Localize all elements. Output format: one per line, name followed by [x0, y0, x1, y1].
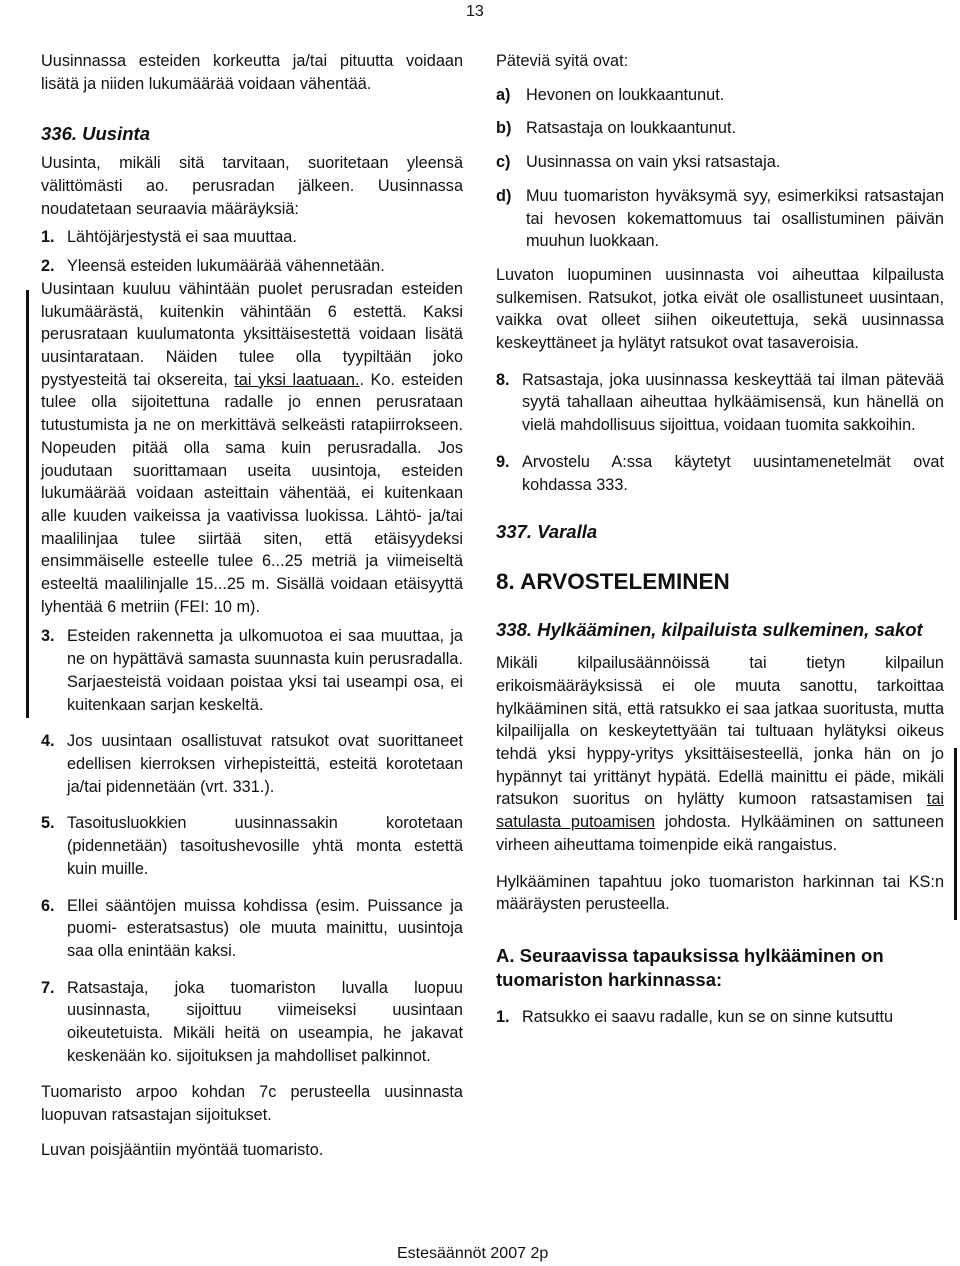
section-336-heading: 336. Uusinta	[41, 123, 150, 145]
subsection-a-item-1	[496, 1006, 944, 1029]
permission-paragraph: Luvan poisjääntiin myöntää tuomaristo.	[41, 1140, 324, 1159]
reason-label: c)	[496, 153, 511, 172]
reason-label: d)	[496, 186, 512, 205]
chapter-8-heading: 8. ARVOSTELEMINEN	[496, 569, 730, 595]
unjustified-withdrawal-paragraph: Luvaton luopuminen uusinnasta voi aiheuttaa kilpailusta sulkemisen. Ratsukot, jotka eivät ole osallistuneet uusintaan, vaikka ovat olleet siihen oikeutettuja, sekä uusinnassa keskeyttäneet ja hylätyt ratsukot ovat tasaveroisia.	[496, 265, 944, 353]
rule-item-3	[41, 625, 463, 716]
rule-2-text-a: Uusintaan kuuluu vähintään puolet perusradan esteiden lukumäärästä, kuitenkin vähintään 6 estettä. Kaksi perusrataan kuulumatonta yksittäisestettä voidaan lisätä uusintarataan. Näiden tulee olla tyypiltään joko pystyesteitä tai oksereita,	[41, 279, 463, 389]
reason-a	[496, 84, 944, 107]
reason-d	[496, 185, 944, 253]
rule-item-9	[496, 451, 944, 496]
draw-paragraph: Tuomaristo arpoo kohdan 7c perusteella uusinnasta luopuvan ratsastajan sijoitukset.	[41, 1083, 463, 1125]
rule-number: 7.	[41, 978, 55, 997]
rule-item-2	[41, 255, 463, 278]
rule-2-text-b: . Ko. esteiden tulee olla sijoitettuna radalle jo ennen perusrataan tutustumista ja ne on merkittävä selkeästi ratapiirrokseen. Nopeuden pitää olla sama kuin perusradalla. Jos joudutaan suorittamaan useita uusintoja, esteiden lukumäärää voidaan asteittain vähentää, ei kuitenkaan alle kuuden vaikeissa ja vaativissa luokissa. Lähtö- ja/tai maalilinjaa tulee siirtää siten, että etäisyydeksi ensimmäiselle esteelle tulee 6...25 metriä ja viimeiseltä esteeltä maalilinjalle 15...25 m. Sisällä voidaan etäisyyttä lyhentää 6 metriin (FEI: 10 m).	[41, 370, 463, 616]
rule-item-8	[496, 369, 944, 437]
rule-item-6	[41, 895, 463, 963]
section-338-paragraph-2: Hylkääminen tapahtuu joko tuomariston harkinnan tai KS:n määräysten perusteella.	[496, 872, 944, 914]
rule-number: 9.	[496, 452, 510, 471]
reason-text: Hevonen on loukkaantunut.	[526, 85, 725, 104]
rule-text: Tasoitusluokkien uusinnassakin korotetaan (pidennetään) tasoitushevosille yhtä monta estettä kuin muille.	[67, 814, 463, 878]
rule-2-underlined: tai yksi laatuaan.	[234, 370, 360, 389]
left-column	[41, 50, 463, 1162]
reason-text: Uusinnassa on vain yksi ratsastaja.	[526, 153, 781, 172]
change-bar-right	[954, 748, 957, 920]
reason-b	[496, 117, 944, 140]
rule-number: 3.	[41, 627, 55, 646]
rule-item-2-continuation	[41, 278, 463, 619]
rule-text: Ratsastaja, joka tuomariston luvalla luopuu uusinnasta, sijoittuu viimeiseksi uusintaan oikeutetuista. Mikäli heitä on useampia, he jakavat keskenään ko. sijoituksen ja mahdolliset palkinnot.	[67, 978, 463, 1065]
intro-paragraph: Uusinnassa esteiden korkeutta ja/tai pituutta voidaan lisätä ja niiden lukumäärää voidaan vähentää.	[41, 52, 463, 93]
rule-text: Jos uusintaan osallistuvat ratsukot ovat suorittaneet edellisen kierroksen virhepisteittä, esteitä korotetaan ja/tai pidennetään (vrt. 331.).	[67, 732, 463, 796]
valid-reasons-label: Päteviä syitä ovat:	[496, 52, 629, 70]
rule-number: 4.	[41, 732, 55, 751]
right-column	[496, 50, 944, 1029]
rule-number: 6.	[41, 896, 55, 915]
subsection-a-heading: A. Seuraavissa tapauksissa hylkääminen on tuomariston harkinnassa:	[496, 944, 884, 990]
rule-text: Ratsastaja, joka uusinnassa keskeyttää tai ilman pätevää syytä tahallaan aiheuttaa hylkäämisensä, kun hänellä on vielä mahdollisuus sijoittua, voidaan tuomita sakkoihin.	[522, 370, 944, 435]
page-footer: Estesäännöt 2007 2p	[397, 1245, 549, 1262]
section-338-text-b: johdosta. Hylkääminen on sattuneen virheen aiheuttama toimenpide eikä rangaistus.	[496, 813, 944, 854]
rule-number: 8.	[496, 370, 510, 389]
page-number: 13	[466, 3, 484, 20]
rule-text: Arvostelu A:ssa käytetyt uusintamenetelmät ovat kohdassa 333.	[522, 452, 944, 494]
rule-item-1	[41, 226, 463, 249]
reason-label: a)	[496, 85, 511, 104]
section-337-heading: 337. Varalla	[496, 521, 598, 543]
section-336-paragraph: Uusinta, mikäli sitä tarvitaan, suoritetaan yleensä välittömästi ao. perusradan jälkeen. Uusinnassa noudatetaan seuraavia määräyksiä:	[41, 154, 463, 218]
rule-text: Yleensä esteiden lukumäärää vähennetään.	[67, 257, 385, 276]
rule-number: 2.	[41, 257, 55, 276]
rule-text: Esteiden rakennetta ja ulkomuotoa ei saa muuttaa, ja ne on hypättävä samasta suunnasta kuin perusradalla. Sarjaesteistä voidaan poistaa yksi tai useampi osa, ei kuitenkaan sarjan keskeltä.	[67, 627, 463, 714]
section-338-heading: 338. Hylkääminen, kilpailuista sulkeminen, sakot	[496, 619, 923, 641]
rule-item-5	[41, 812, 463, 880]
rule-number: 5.	[41, 814, 55, 833]
rule-text: Lähtöjärjestystä ei saa muuttaa.	[67, 227, 297, 246]
rule-text: Ratsukko ei saavu radalle, kun se on sinne kutsuttu	[522, 1007, 894, 1026]
rule-number: 1.	[496, 1007, 510, 1026]
reason-label: b)	[496, 119, 512, 138]
rule-item-4	[41, 730, 463, 798]
rule-text: Ellei sääntöjen muissa kohdissa (esim. Puissance ja puomi- esteratsastus) ole muuta mainittu, uusintoja saa olla enintään kaksi.	[67, 896, 463, 960]
reason-text: Muu tuomariston hyväksymä syy, esimerkiksi ratsastajan tai hevosen kokemattomuus tai osallistuminen päivän muuhun luokkaan.	[526, 186, 944, 251]
rule-number: 1.	[41, 227, 55, 246]
section-338-underlined: tai satulasta putoamisen	[496, 790, 944, 832]
rule-item-7	[41, 977, 463, 1068]
section-338-paragraph	[496, 652, 944, 856]
reason-c	[496, 151, 944, 174]
section-338-text-a: Mikäli kilpailusäännöissä tai tietyn kilpailun erikoismääräyksissä ei ole muuta sanottu, tarkoittaa hylkääminen sitä, että ratsukko ei saa jatkaa suoritusta, mutta kilpailijalla on keskeytettyään tai tultuaan hylätyksi oikeus tehdä yksi hyppy-yritys yksittäisesteellä, jonka hän on jo hypännyt tai yrittänyt hypätä. Edellä mainittu ei päde, mikäli ratsukon suoritus on hylätty kumoon ratsastamisen	[496, 654, 944, 809]
reason-text: Ratsastaja on loukkaantunut.	[526, 119, 736, 138]
change-bar-left	[26, 290, 29, 718]
